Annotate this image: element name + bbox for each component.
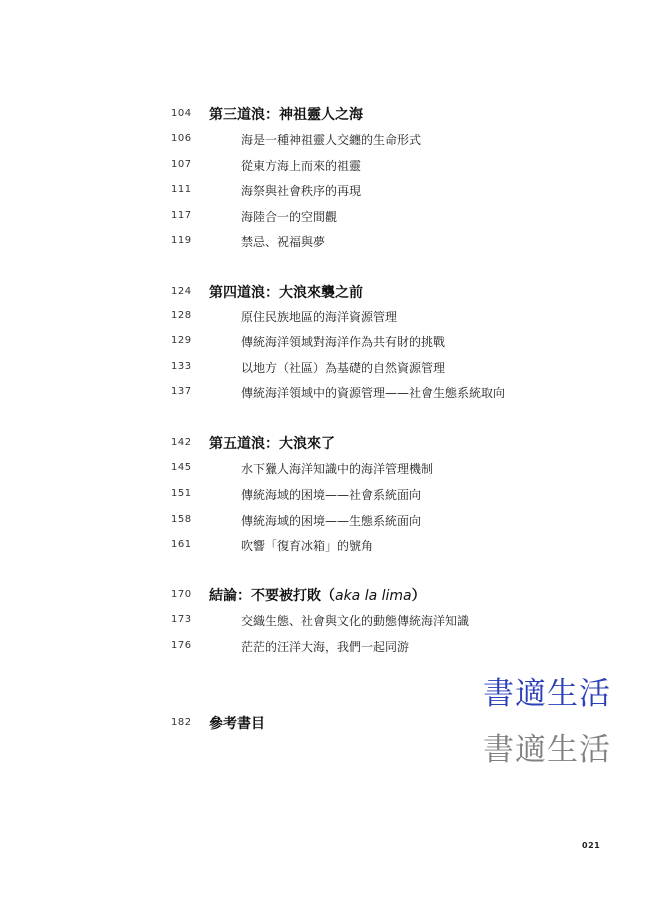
section-title: 傳統海洋領域對海洋作為共有財的挑戰 (241, 335, 446, 349)
toc-section[interactable] (0, 330, 663, 352)
page-number: 107 (171, 159, 192, 170)
page-number: 124 (171, 286, 192, 297)
section-title: 海是一種神祖靈人交纏的生命形式 (241, 133, 422, 147)
page-number: 117 (171, 210, 192, 221)
section-title: 傳統海域的困境——社會系統面向 (241, 488, 422, 502)
toc-section[interactable] (0, 154, 663, 176)
toc-section[interactable] (0, 609, 663, 631)
page-number: 104 (171, 108, 192, 119)
section-title: 交織生態、社會與文化的動態傳統海洋知識 (241, 614, 470, 628)
page-number: 151 (171, 488, 192, 499)
page-number: 142 (171, 437, 192, 448)
toc-section[interactable] (0, 356, 663, 378)
page-number: 182 (171, 717, 192, 728)
chapter-title-italic: aka la lima (335, 588, 412, 604)
chapter-title: 參考書目 (209, 716, 265, 732)
page-number: 137 (171, 386, 192, 397)
toc-chapter[interactable] (0, 281, 663, 303)
toc-chapter[interactable] (0, 584, 663, 606)
toc-section[interactable] (0, 230, 663, 252)
page-number: 145 (171, 462, 192, 473)
toc-section[interactable] (0, 205, 663, 227)
page-folio: 021 (582, 841, 601, 850)
section-title: 原住民族地區的海洋資源管理 (241, 310, 398, 324)
page-number: 129 (171, 335, 192, 346)
toc-chapter[interactable] (0, 103, 663, 125)
section-title: 海陸合一的空間觀 (241, 210, 338, 224)
page-number: 111 (171, 184, 192, 195)
section-title: 傳統海洋領域中的資源管理——社會生態系統取向 (241, 386, 506, 400)
chapter-title: 第五道浪：大浪來了 (209, 436, 335, 452)
page-number: 133 (171, 361, 192, 372)
chapter-title: 第四道浪：大浪來襲之前 (209, 285, 363, 301)
page-number: 170 (171, 589, 192, 600)
page-number: 119 (171, 235, 192, 246)
toc-section[interactable] (0, 509, 663, 531)
chapter-title-main: 結論：不要被打敗（ (209, 588, 335, 604)
section-title: 茫茫的汪洋大海，我們一起同游 (241, 640, 410, 654)
section-title: 以地方（社區）為基礎的自然資源管理 (241, 361, 446, 375)
page-number: 161 (171, 539, 192, 550)
toc-section[interactable] (0, 457, 663, 479)
page-number: 128 (171, 310, 192, 321)
toc-section[interactable] (0, 483, 663, 505)
toc-section[interactable] (0, 381, 663, 403)
section-title: 禁忌、祝福與夢 (241, 235, 326, 249)
page-number: 176 (171, 640, 192, 651)
page-number: 106 (171, 133, 192, 144)
watermark-blue: 書適生活 (483, 676, 611, 712)
chapter-title (209, 585, 426, 605)
section-title: 水下獵人海洋知識中的海洋管理機制 (241, 462, 434, 476)
chapter-title: 第三道浪：神祖靈人之海 (209, 107, 363, 123)
section-title: 吹響「復育冰箱」的號角 (241, 539, 374, 553)
section-title: 從東方海上而來的祖靈 (241, 159, 362, 173)
page-number: 173 (171, 614, 192, 625)
chapter-title-end: ） (411, 588, 426, 604)
toc-section[interactable] (0, 534, 663, 556)
toc-section[interactable] (0, 179, 663, 201)
section-title: 海祭與社會秩序的再現 (241, 184, 362, 198)
watermark-gray: 書適生活 (483, 732, 611, 768)
toc-section[interactable] (0, 128, 663, 150)
toc-section[interactable] (0, 305, 663, 327)
section-title: 傳統海域的困境——生態系統面向 (241, 514, 422, 528)
toc-chapter[interactable] (0, 432, 663, 454)
page-number: 158 (171, 514, 192, 525)
toc-section[interactable] (0, 635, 663, 657)
